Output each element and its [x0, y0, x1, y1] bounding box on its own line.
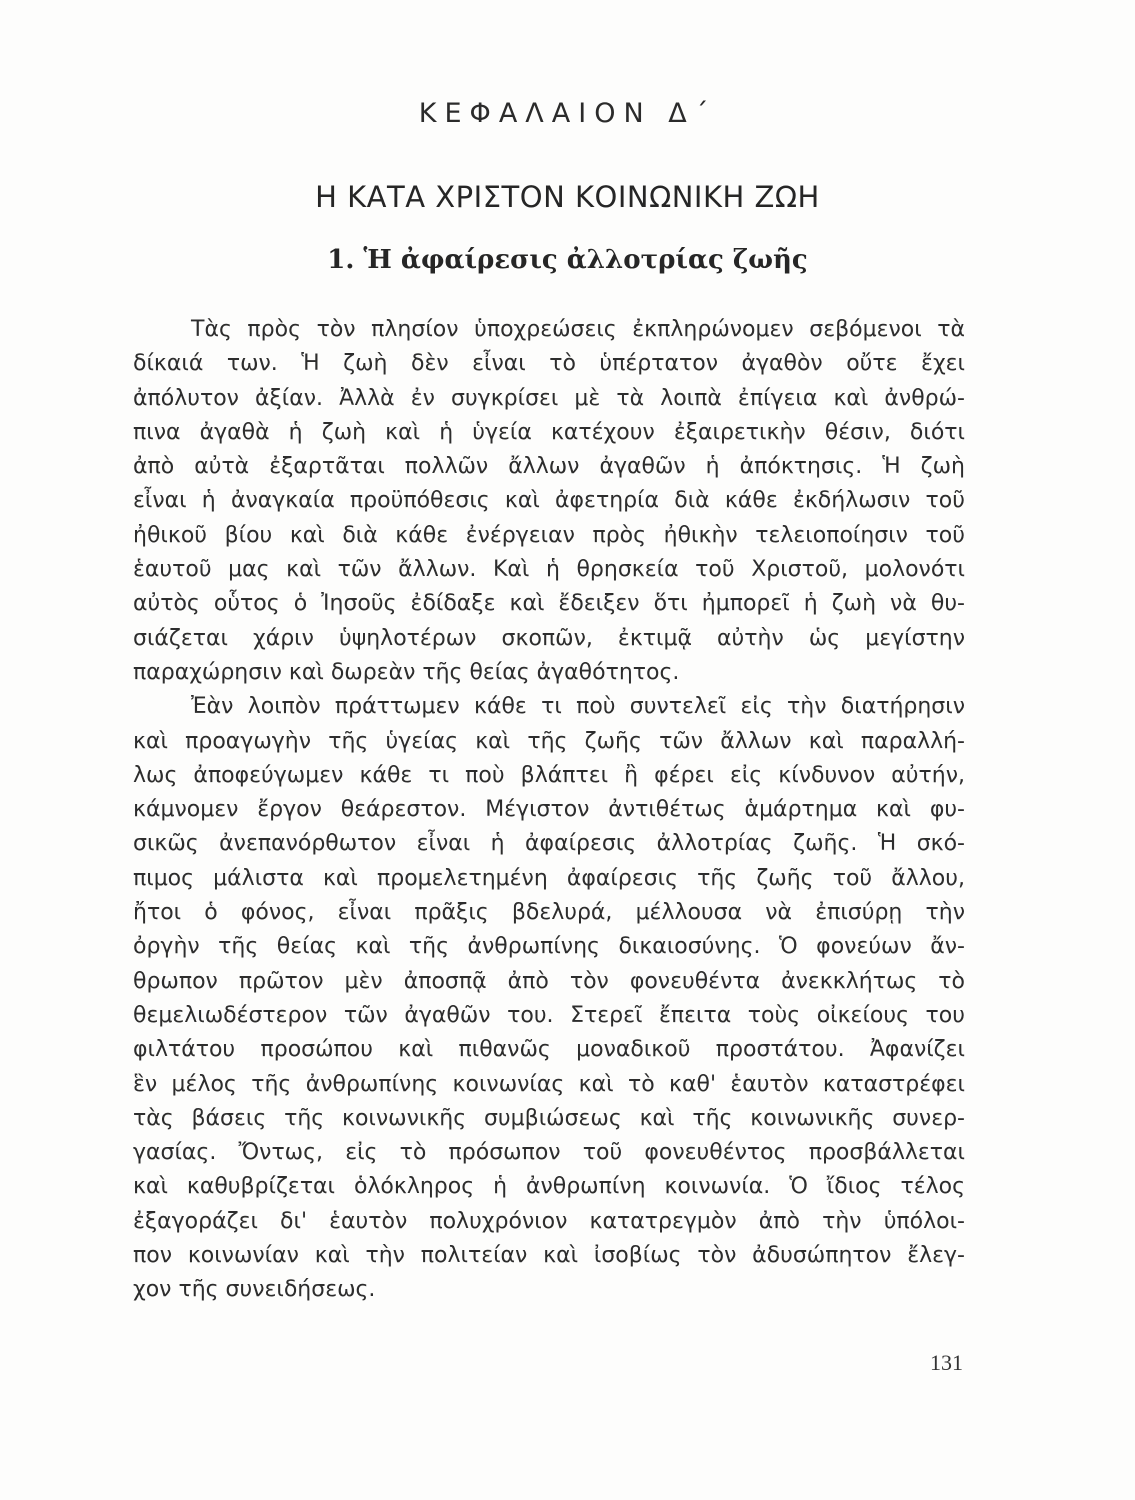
text-line: λως ἀποφεύγωμεν κάθε τι ποὺ βλάπτει ἢ φέρει εἰς κίνδυνον αὐτήν, [133, 762, 965, 788]
text-line: εἶναι ἡ ἀναγκαία προϋπόθεσις καὶ ἀφετηρία διὰ κάθε ἐκδήλωσιν τοῦ [133, 488, 965, 514]
text-line: ἠθικοῦ βίου καὶ διὰ κάθε ἐνέργειαν πρὸς ἠθικὴν τελειοποίησιν τοῦ [133, 522, 965, 548]
text-line: σιάζεται χάριν ὑψηλοτέρων σκοπῶν, ἐκτιμᾷ αὐτὴν ὡς μεγίστην [133, 625, 965, 651]
section-heading: 1. Ἡ ἀφαίρεσις ἀλλοτρίας ζωῆς [327, 245, 808, 275]
text-line: ὀργὴν τῆς θείας καὶ τῆς ἀνθρωπίνης δικαιοσύνης. Ὁ φονεύων ἄν- [133, 934, 965, 960]
text-line: δίκαιά των. Ἡ ζωὴ δὲν εἶναι τὸ ὑπέρτατον ἀγαθὸν οὔτε ἔχει [133, 351, 965, 377]
text-line: καὶ καθυβρίζεται ὁλόκληρος ἡ ἀνθρωπίνη κοινωνία. Ὁ ἴδιος τέλος [133, 1174, 965, 1200]
text-line: ἑαυτοῦ μας καὶ τῶν ἄλλων. Καὶ ἡ θρησκεία τοῦ Χριστοῦ, μολονότι [133, 557, 965, 583]
text-line: αὐτὸς οὗτος ὁ Ἰησοῦς ἐδίδαξε καὶ ἔδειξεν ὅτι ἠμπορεῖ ἡ ζωὴ νὰ θυ- [133, 591, 965, 617]
chapter-title: Η ΚΑΤΑ ΧΡΙΣΤΟΝ ΚΟΙΝΩΝΙΚΗ ΖΩΗ [315, 180, 820, 214]
text-line: φιλτάτου προσώπου καὶ πιθανῶς μοναδικοῦ προστάτου. Ἀφανίζει [133, 1037, 965, 1063]
text-line: Ἐὰν λοιπὸν πράττωμεν κάθε τι ποὺ συντελεῖ εἰς τὴν διατήρησιν [191, 694, 965, 720]
text-line: πιμος μάλιστα καὶ προμελετημένη ἀφαίρεσις τῆς ζωῆς τοῦ ἄλλου, [133, 865, 965, 891]
text-line: σικῶς ἀνεπανόρθωτον εἶναι ἡ ἀφαίρεσις ἀλλοτρίας ζωῆς. Ἡ σκό- [133, 831, 965, 857]
text-line: ἓν μέλος τῆς ἀνθρωπίνης κοινωνίας καὶ τὸ καθ' ἑαυτὸν καταστρέφει [133, 1071, 965, 1097]
text-line: γασίας. Ὄντως, εἰς τὸ πρόσωπον τοῦ φονευθέντος προσβάλλεται [133, 1140, 965, 1166]
text-line: θρωπον πρῶτον μὲν ἀποσπᾷ ἀπὸ τὸν φονευθέντα ἀνεκκλήτως τὸ [133, 968, 965, 994]
text-line: πον κοινωνίαν καὶ τὴν πολιτείαν καὶ ἰσοβίως τὸν ἀδυσώπητον ἔλεγ- [133, 1243, 965, 1269]
text-line: χον τῆς συνειδήσεως. [133, 1277, 376, 1303]
text-line: καὶ προαγωγὴν τῆς ὑγείας καὶ τῆς ζωῆς τῶν ἄλλων καὶ παραλλή- [133, 728, 965, 754]
chapter-heading: ΚΕΦΑΛΑΙΟΝ Δ΄ [418, 98, 717, 129]
text-line: ἀπὸ αὐτὰ ἐξαρτᾶται πολλῶν ἄλλων ἀγαθῶν ἡ ἀπόκτησις. Ἡ ζωὴ [133, 454, 965, 480]
text-line: ἤτοι ὁ φόνος, εἶναι πρᾶξις βδελυρά, μέλλουσα νὰ ἐπισύρῃ τὴν [133, 900, 965, 926]
text-line: τὰς βάσεις τῆς κοινωνικῆς συμβιώσεως καὶ τῆς κοινωνικῆς συνερ- [133, 1105, 965, 1131]
body-text [133, 313, 965, 1308]
text-line: πινα ἀγαθὰ ἡ ζωὴ καὶ ἡ ὑγεία κατέχουν ἐξαιρετικὴν θέσιν, διότι [133, 419, 965, 445]
text-line: Τὰς πρὸς τὸν πλησίον ὑποχρεώσεις ἐκπληρώνομεν σεβόμενοι τὰ [191, 317, 965, 342]
text-line: κάμνομεν ἔργον θεάρεστον. Μέγιστον ἀντιθέτως ἁμάρτημα καὶ φυ- [133, 797, 965, 823]
text-line: ἐξαγοράζει δι' ἑαυτὸν πολυχρόνιον κατατρεγμὸν ἀπὸ τὴν ὑπόλοι- [133, 1208, 965, 1234]
text-line: παραχώρησιν καὶ δωρεὰν τῆς θείας ἀγαθότητος. [133, 659, 680, 685]
text-line: θεμελιωδέστερον τῶν ἀγαθῶν του. Στερεῖ ἔπειτα τοὺς οἰκείους του [133, 1002, 965, 1028]
page-number: 131 [930, 1350, 963, 1375]
text-line: ἀπόλυτον ἀξίαν. Ἀλλὰ ἐν συγκρίσει μὲ τὰ λοιπὰ ἐπίγεια καὶ ἀνθρώ- [133, 385, 965, 411]
